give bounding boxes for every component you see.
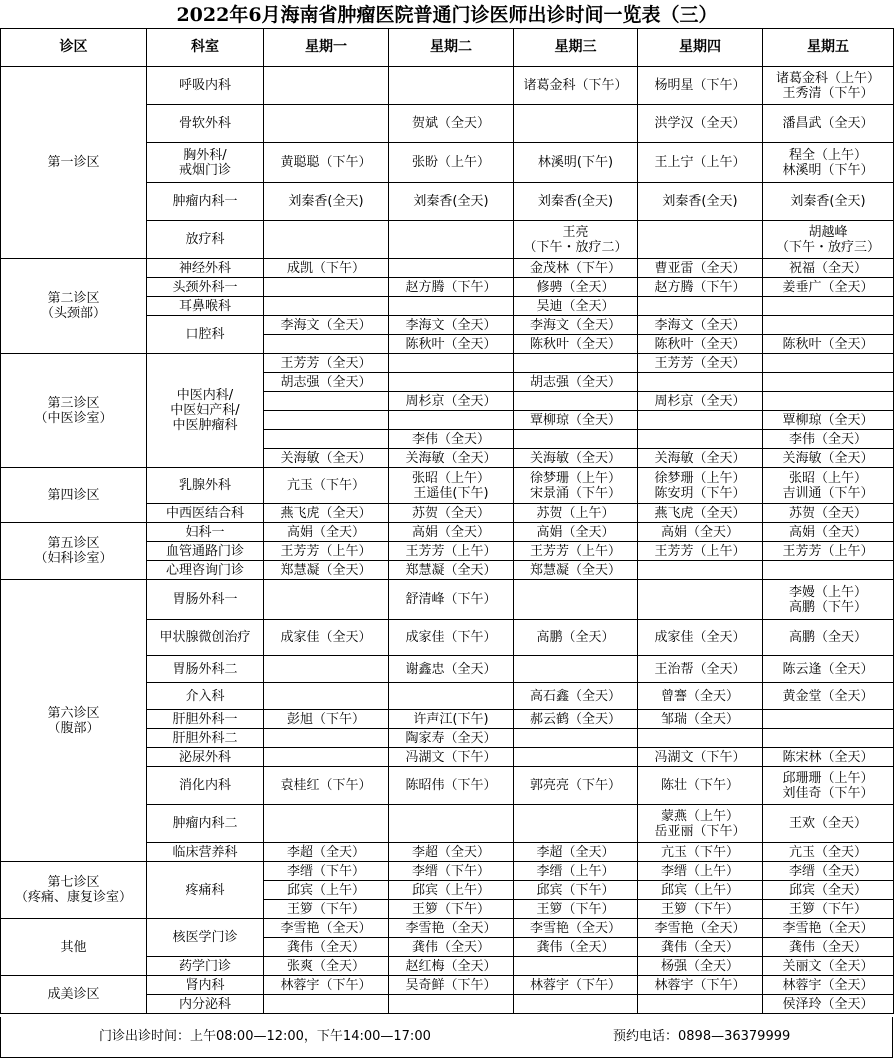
schedule-cell: 成家佳（全天） xyxy=(264,620,389,656)
schedule-cell xyxy=(389,259,514,278)
schedule-cell: 李雪艳（全天） xyxy=(264,919,389,938)
schedule-cell xyxy=(763,373,894,392)
schedule-cell: 邹瑞（全天） xyxy=(638,710,763,729)
zone-cell xyxy=(1,862,147,919)
schedule-cell xyxy=(264,105,389,143)
cell-line: 第六诊区 xyxy=(47,705,100,721)
cell-line: 胡越峰 xyxy=(808,224,848,240)
cell-line: 戒烟门诊 xyxy=(178,162,231,178)
schedule-cell: 亢玉（下午） xyxy=(264,468,389,504)
dept-cell xyxy=(147,143,264,183)
schedule-cell: 周杉京（全天） xyxy=(389,392,514,411)
schedule-cell xyxy=(763,221,894,259)
schedule-cell: 张爽（全天） xyxy=(264,957,389,976)
schedule-cell xyxy=(514,729,638,748)
dept-cell: 放疗科 xyxy=(147,221,264,259)
schedule-cell: 邱宾（上午） xyxy=(264,881,389,900)
dept-cell: 胃肠外科二 xyxy=(147,656,264,683)
cell-line: 第二诊区 xyxy=(47,291,100,306)
schedule-cell: 许声江(下午) xyxy=(389,710,514,729)
zone-cell xyxy=(1,580,147,862)
cell-line: （中医诊室） xyxy=(34,410,113,426)
schedule-cell: 李海文（全天） xyxy=(638,316,763,335)
schedule-cell: 张盼（上午） xyxy=(389,143,514,183)
schedule-cell xyxy=(763,767,894,805)
header-tue: 星期二 xyxy=(389,29,514,67)
schedule-cell: 曾謇（全天） xyxy=(638,683,763,710)
zone-cell: 其他 xyxy=(1,919,147,976)
cell-line: 刘佳奇（下午） xyxy=(782,785,874,801)
schedule-cell: 郑慧凝（全天） xyxy=(264,561,389,580)
schedule-cell: 苏贺（上午） xyxy=(514,504,638,523)
cell-line: （腹部） xyxy=(47,720,100,736)
schedule-cell: 陈宋林（全天） xyxy=(763,748,894,767)
schedule-cell xyxy=(514,580,638,620)
schedule-cell: 陈壮（下午） xyxy=(638,767,763,805)
schedule-cell xyxy=(763,354,894,373)
cell-line: 林溪明（下午） xyxy=(782,162,874,178)
footer xyxy=(0,1017,893,1058)
schedule-cell: 郑慧凝（全天） xyxy=(389,561,514,580)
schedule-cell: 李缙（下午） xyxy=(264,862,389,881)
schedule-cell xyxy=(638,580,763,620)
schedule-cell: 关海敏（全天） xyxy=(264,449,389,468)
cell-line: 高鹏（下午） xyxy=(788,599,867,615)
cell-line: 第五诊区 xyxy=(47,536,100,551)
schedule-cell: 彭旭（下午） xyxy=(264,710,389,729)
dept-cell: 头颈外科一 xyxy=(147,278,264,297)
schedule-cell: 李海文（全天） xyxy=(389,316,514,335)
schedule-cell: 王芳芳（上午） xyxy=(264,542,389,561)
header-mon: 星期一 xyxy=(264,29,389,67)
schedule-cell xyxy=(763,67,894,105)
schedule-cell: 王上宁（上午） xyxy=(638,143,763,183)
dept-cell: 疼痛科 xyxy=(147,862,264,919)
schedule-cell: 关海敏（全天） xyxy=(514,449,638,468)
zone-cell: 第四诊区 xyxy=(1,468,147,523)
dept-cell: 肿瘤内科一 xyxy=(147,183,264,221)
dept-cell: 胃肠外科一 xyxy=(147,580,264,620)
clinic-hours: 门诊出诊时间：上午08:00—12:00，下午14:00—17:00 xyxy=(99,1029,431,1044)
cell-line: 诸葛金科（上午） xyxy=(775,70,880,86)
schedule-cell xyxy=(514,656,638,683)
cell-line: 吉训通（下午） xyxy=(782,485,874,501)
schedule-cell xyxy=(264,656,389,683)
schedule-cell: 陈秋叶（全天） xyxy=(514,335,638,354)
zone-cell: 第一诊区 xyxy=(1,67,147,259)
schedule-cell: 高鹏（全天） xyxy=(514,620,638,656)
dept-cell xyxy=(147,354,264,468)
cell-line: （下午・放疗二） xyxy=(523,239,628,255)
dept-cell: 肾内科 xyxy=(147,976,264,995)
schedule-cell xyxy=(514,221,638,259)
schedule-cell: 李雪艳（全天） xyxy=(638,919,763,938)
schedule-cell xyxy=(638,430,763,449)
schedule-cell: 陶家寿（全天） xyxy=(389,729,514,748)
dept-cell: 药学门诊 xyxy=(147,957,264,976)
dept-cell: 泌尿外科 xyxy=(147,748,264,767)
schedule-cell: 邱宾（全天） xyxy=(763,881,894,900)
schedule-cell: 刘秦香(全天) xyxy=(389,183,514,221)
schedule-cell xyxy=(264,805,389,843)
cell-line: 第七诊区 xyxy=(47,875,100,890)
cell-line: 中医妇产科/ xyxy=(170,403,240,418)
schedule-cell: 姜垂广（全天） xyxy=(763,278,894,297)
schedule-cell xyxy=(638,221,763,259)
schedule-cell xyxy=(264,297,389,316)
header-zone: 诊区 xyxy=(1,29,147,67)
table-row xyxy=(1,468,894,504)
schedule-cell: 李伟（全天） xyxy=(389,430,514,449)
schedule-cell: 洪学汉（全天） xyxy=(638,105,763,143)
schedule-cell: 关海敏（全天） xyxy=(638,449,763,468)
schedule-cell: 王芳芳（全天） xyxy=(264,354,389,373)
schedule-cell xyxy=(638,561,763,580)
schedule-cell xyxy=(389,411,514,430)
schedule-cell: 高娟（全天） xyxy=(763,523,894,542)
schedule-cell: 覃柳琼（全天） xyxy=(514,411,638,430)
zone-cell xyxy=(1,354,147,468)
schedule-cell: 王箩（下午） xyxy=(638,900,763,919)
schedule-cell xyxy=(638,297,763,316)
schedule-cell: 胡志强（全天） xyxy=(264,373,389,392)
schedule-cell: 曹亚雷（全天） xyxy=(638,259,763,278)
dept-cell: 肝胆外科一 xyxy=(147,710,264,729)
header-wed: 星期三 xyxy=(514,29,638,67)
schedule-cell: 杨强（全天） xyxy=(638,957,763,976)
dept-cell: 血管通路门诊 xyxy=(147,542,264,561)
page-title: 2022年6月海南省肿瘤医院普通门诊医师出诊时间一览表（三） xyxy=(176,4,718,26)
schedule-cell xyxy=(389,468,514,504)
cell-line: （疼痛、康复诊室） xyxy=(14,890,132,905)
cell-line: 宋景涌（下午） xyxy=(529,485,621,501)
schedule-cell xyxy=(763,392,894,411)
header-thu: 星期四 xyxy=(638,29,763,67)
cell-line: 徐梦珊（上午） xyxy=(529,470,621,486)
schedule-cell xyxy=(763,316,894,335)
cell-line: 陈安玥（下午） xyxy=(654,485,746,501)
schedule-cell: 燕飞虎（全天） xyxy=(264,504,389,523)
zone-cell: 成美诊区 xyxy=(1,976,147,1014)
schedule-cell xyxy=(514,468,638,504)
schedule-cell: 李雪艳（全天） xyxy=(389,919,514,938)
schedule-cell xyxy=(514,995,638,1014)
schedule-cell: 关海敏（全天） xyxy=(389,449,514,468)
schedule-cell: 祝福（全天） xyxy=(763,259,894,278)
schedule-cell xyxy=(514,957,638,976)
cell-line: 胸外科/ xyxy=(183,147,227,163)
dept-cell: 呼吸内科 xyxy=(147,67,264,105)
schedule-cell: 王芳芳（上午） xyxy=(389,542,514,561)
schedule-cell: 冯湖文（下午） xyxy=(389,748,514,767)
cell-line: 邱珊珊（上午） xyxy=(782,770,874,786)
schedule-cell xyxy=(389,373,514,392)
schedule-table xyxy=(0,28,894,1014)
schedule-cell: 王芳芳（上午） xyxy=(763,542,894,561)
schedule-cell: 舒清峰（下午） xyxy=(389,580,514,620)
cell-line: 张昭（上午） xyxy=(788,470,867,486)
schedule-cell: 林蓉宇（下午） xyxy=(638,976,763,995)
dept-cell: 中西医结合科 xyxy=(147,504,264,523)
schedule-cell: 黄聪聪（下午） xyxy=(264,143,389,183)
table-row xyxy=(1,580,894,620)
schedule-cell xyxy=(264,411,389,430)
dept-cell: 骨软外科 xyxy=(147,105,264,143)
dept-cell: 心理咨询门诊 xyxy=(147,561,264,580)
schedule-cell xyxy=(264,729,389,748)
cell-line: 中医内科/ xyxy=(176,388,234,403)
schedule-cell: 刘秦香(全天) xyxy=(264,183,389,221)
cell-line: 第三诊区 xyxy=(47,395,100,411)
schedule-cell: 燕飞虎（全天） xyxy=(638,504,763,523)
cell-line: 王亮 xyxy=(562,224,589,240)
schedule-cell: 陈秋叶（全天） xyxy=(763,335,894,354)
schedule-cell: 李雪艳（全天） xyxy=(763,919,894,938)
schedule-cell: 李缙（上午） xyxy=(514,862,638,881)
schedule-cell: 侯泽玲（全天） xyxy=(763,995,894,1014)
schedule-cell xyxy=(638,411,763,430)
schedule-cell: 亢玉（全天） xyxy=(763,843,894,862)
schedule-cell: 王治帮（全天） xyxy=(638,656,763,683)
schedule-cell: 袁桂红（下午） xyxy=(264,767,389,805)
schedule-cell: 林蓉宇（下午） xyxy=(514,976,638,995)
header-row xyxy=(1,29,894,67)
schedule-cell xyxy=(264,995,389,1014)
table-row xyxy=(1,919,894,938)
schedule-cell xyxy=(389,683,514,710)
schedule-cell: 潘昌武（全天） xyxy=(763,105,894,143)
schedule-cell xyxy=(389,67,514,105)
schedule-cell xyxy=(264,580,389,620)
schedule-cell xyxy=(264,430,389,449)
schedule-cell: 郝云鹤（全天） xyxy=(514,710,638,729)
schedule-cell xyxy=(763,297,894,316)
dept-cell: 内分泌科 xyxy=(147,995,264,1014)
schedule-cell xyxy=(389,995,514,1014)
cell-line: 程全（上午） xyxy=(788,147,867,163)
schedule-cell xyxy=(638,805,763,843)
schedule-cell: 林溪明(下午) xyxy=(514,143,638,183)
schedule-cell xyxy=(264,278,389,297)
schedule-cell xyxy=(763,729,894,748)
schedule-cell xyxy=(389,354,514,373)
cell-line: 张昭（上午） xyxy=(411,470,490,486)
schedule-cell xyxy=(264,67,389,105)
schedule-cell: 龚伟（全天） xyxy=(389,938,514,957)
schedule-cell: 胡志强（全天） xyxy=(514,373,638,392)
schedule-cell xyxy=(763,561,894,580)
schedule-cell: 王芳芳（全天） xyxy=(638,354,763,373)
schedule-cell: 陈昭伟（下午） xyxy=(389,767,514,805)
schedule-cell: 邱宾（下午） xyxy=(514,881,638,900)
schedule-cell: 高鹏（全天） xyxy=(763,620,894,656)
schedule-cell: 关海敏（全天） xyxy=(763,449,894,468)
schedule-cell: 李超（全天） xyxy=(389,843,514,862)
cell-line: 王秀清（下午） xyxy=(782,85,874,101)
schedule-cell: 吴迪（全天） xyxy=(514,297,638,316)
dept-cell: 耳鼻喉科 xyxy=(147,297,264,316)
schedule-cell: 郑慧凝（全天） xyxy=(514,561,638,580)
dept-cell: 肝胆外科二 xyxy=(147,729,264,748)
schedule-cell xyxy=(389,221,514,259)
schedule-cell xyxy=(638,373,763,392)
schedule-cell: 林蓉宇（下午） xyxy=(264,976,389,995)
schedule-cell: 林蓉宇（全天） xyxy=(763,976,894,995)
schedule-cell: 李海文（全天） xyxy=(264,316,389,335)
schedule-cell xyxy=(763,580,894,620)
schedule-cell: 赵方腾（下午） xyxy=(389,278,514,297)
schedule-cell: 李缙（全天） xyxy=(763,862,894,881)
schedule-cell: 李缙（下午） xyxy=(389,862,514,881)
dept-cell: 介入科 xyxy=(147,683,264,710)
schedule-cell xyxy=(638,729,763,748)
dept-cell: 肿瘤内科二 xyxy=(147,805,264,843)
schedule-cell: 龚伟（全天） xyxy=(763,938,894,957)
cell-line: 王遥佳(下午) xyxy=(413,485,489,501)
schedule-cell: 覃柳琼（全天） xyxy=(763,411,894,430)
schedule-cell: 高娟（全天） xyxy=(638,523,763,542)
schedule-cell: 高石鑫（全天） xyxy=(514,683,638,710)
schedule-cell xyxy=(763,710,894,729)
dept-cell: 消化内科 xyxy=(147,767,264,805)
schedule-cell: 诸葛金科（下午） xyxy=(514,67,638,105)
schedule-cell: 高娟（全天） xyxy=(514,523,638,542)
schedule-cell xyxy=(763,143,894,183)
schedule-cell xyxy=(514,354,638,373)
schedule-cell: 谢鑫忠（全天） xyxy=(389,656,514,683)
schedule-cell xyxy=(264,748,389,767)
schedule-cell: 龚伟（全天） xyxy=(638,938,763,957)
schedule-cell: 高娟（全天） xyxy=(264,523,389,542)
schedule-cell xyxy=(264,335,389,354)
table-row xyxy=(1,354,894,373)
schedule-cell: 赵红梅（全天） xyxy=(389,957,514,976)
dept-cell: 乳腺外科 xyxy=(147,468,264,504)
schedule-cell xyxy=(264,683,389,710)
schedule-cell: 王箩（下午） xyxy=(763,900,894,919)
table-row xyxy=(1,862,894,881)
dept-cell: 甲状腺微创治疗 xyxy=(147,620,264,656)
dept-cell: 妇科一 xyxy=(147,523,264,542)
schedule-cell: 黄金堂（全天） xyxy=(763,683,894,710)
schedule-cell: 刘秦香(全天) xyxy=(763,183,894,221)
zone-cell xyxy=(1,523,147,580)
table-row xyxy=(1,523,894,542)
schedule-cell: 陈秋叶（全天） xyxy=(389,335,514,354)
schedule-cell: 修骋（全天） xyxy=(514,278,638,297)
schedule-cell: 陈秋叶（全天） xyxy=(638,335,763,354)
schedule-cell xyxy=(264,392,389,411)
dept-cell: 核医学门诊 xyxy=(147,919,264,957)
schedule-cell: 苏贺（全天） xyxy=(389,504,514,523)
cell-line: 岳亚丽（下午） xyxy=(654,823,746,839)
schedule-cell: 成家佳（全天） xyxy=(638,620,763,656)
schedule-cell xyxy=(264,221,389,259)
schedule-cell: 周杉京（全天） xyxy=(638,392,763,411)
schedule-cell: 成家佳（下午） xyxy=(389,620,514,656)
table-row xyxy=(1,67,894,105)
header-dept: 科室 xyxy=(147,29,264,67)
zone-cell xyxy=(1,259,147,354)
schedule-cell: 刘秦香(全天) xyxy=(514,183,638,221)
dept-cell: 神经外科 xyxy=(147,259,264,278)
header-fri: 星期五 xyxy=(763,29,894,67)
schedule-cell: 邱宾（上午） xyxy=(638,881,763,900)
cell-line: 中医肿瘤科 xyxy=(172,418,238,433)
schedule-cell: 王欢（全天） xyxy=(763,805,894,843)
appointment-phone: 预约电话：0898—36379999 xyxy=(613,1029,791,1044)
schedule-cell: 高娟（全天） xyxy=(389,523,514,542)
schedule-cell: 龚伟（全天） xyxy=(514,938,638,957)
schedule-cell: 陈云逢（全天） xyxy=(763,656,894,683)
schedule-cell: 杨明星（下午） xyxy=(638,67,763,105)
schedule-cell xyxy=(514,105,638,143)
schedule-cell: 李雪艳（全天） xyxy=(514,919,638,938)
schedule-cell xyxy=(514,392,638,411)
schedule-cell xyxy=(514,430,638,449)
schedule-cell: 成凯（下午） xyxy=(264,259,389,278)
schedule-cell: 郭亮亮（下午） xyxy=(514,767,638,805)
table-row xyxy=(1,259,894,278)
schedule-cell: 李缙（上午） xyxy=(638,862,763,881)
schedule-cell: 龚伟（全天） xyxy=(264,938,389,957)
schedule-cell: 王箩（下午） xyxy=(514,900,638,919)
schedule-cell: 王箩（下午） xyxy=(389,900,514,919)
schedule-cell xyxy=(763,468,894,504)
cell-line: 李嫚（上午） xyxy=(788,584,867,600)
schedule-cell: 吴奇鲜（下午） xyxy=(389,976,514,995)
schedule-cell xyxy=(389,297,514,316)
schedule-cell: 苏贺（全天） xyxy=(763,504,894,523)
schedule-cell xyxy=(638,468,763,504)
schedule-cell: 王箩（下午） xyxy=(264,900,389,919)
cell-line: （妇科诊室） xyxy=(34,551,113,566)
schedule-cell xyxy=(514,748,638,767)
schedule-cell: 关丽文（全天） xyxy=(763,957,894,976)
schedule-cell: 邱宾（上午） xyxy=(389,881,514,900)
schedule-cell: 冯湖文（下午） xyxy=(638,748,763,767)
schedule-cell xyxy=(514,805,638,843)
schedule-cell: 亢玉（下午） xyxy=(638,843,763,862)
schedule-cell: 李伟（全天） xyxy=(763,430,894,449)
dept-cell: 临床营养科 xyxy=(147,843,264,862)
cell-line: （下午・放疗三） xyxy=(775,239,880,255)
cell-line: 蒙燕（上午） xyxy=(660,808,739,824)
schedule-cell: 李超（全天） xyxy=(514,843,638,862)
schedule-cell: 贺斌（全天） xyxy=(389,105,514,143)
schedule-cell: 李超（全天） xyxy=(264,843,389,862)
schedule-cell: 王芳芳（上午） xyxy=(514,542,638,561)
schedule-cell: 王芳芳（上午） xyxy=(638,542,763,561)
schedule-cell xyxy=(638,995,763,1014)
schedule-cell xyxy=(389,805,514,843)
schedule-cell: 金茂林（下午） xyxy=(514,259,638,278)
schedule-cell: 刘秦香(全天) xyxy=(638,183,763,221)
dept-cell: 口腔科 xyxy=(147,316,264,354)
schedule-cell: 赵方腾（下午） xyxy=(638,278,763,297)
schedule-cell: 李海文（全天） xyxy=(514,316,638,335)
cell-line: 徐梦珊（上午） xyxy=(654,470,746,486)
cell-line: （头颈部） xyxy=(40,306,106,321)
table-row xyxy=(1,976,894,995)
